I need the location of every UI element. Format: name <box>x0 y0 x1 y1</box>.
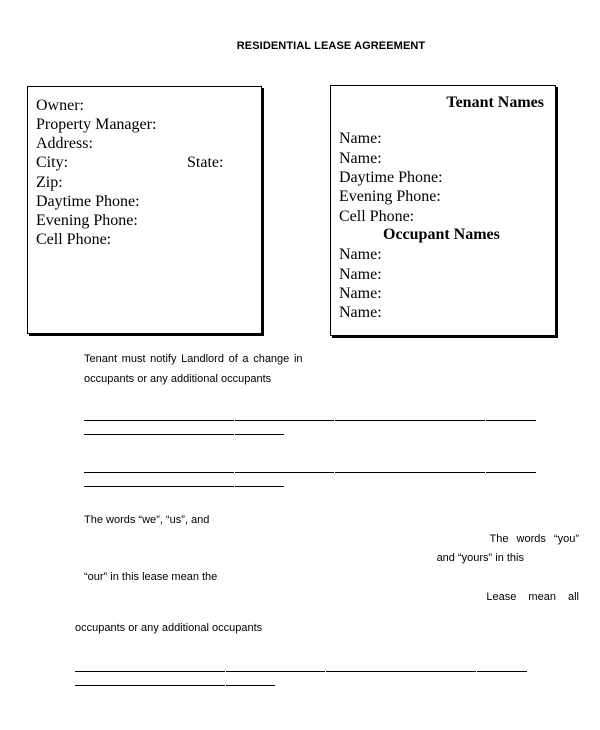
blank-line <box>84 420 234 421</box>
blank-line <box>226 671 325 672</box>
blank-line <box>226 685 275 686</box>
owner-label: Owner: <box>36 97 84 114</box>
blank-line <box>326 671 476 672</box>
address-label: Address: <box>36 135 93 152</box>
tenant-name-label-2: Name: <box>339 150 382 167</box>
and-yours-text: and “yours” in this <box>436 552 524 564</box>
words-we-us-text: The words “we”, “us”, and <box>84 514 210 526</box>
occupant-names-heading: Occupant Names <box>383 226 500 243</box>
occupant-name-label-2: Name: <box>339 266 382 283</box>
owner-info-box <box>27 86 262 334</box>
notify-text-line-1: Tenant must notify Landlord of a change in <box>84 353 303 365</box>
blank-line <box>486 472 536 473</box>
blank-line <box>477 671 527 672</box>
tenant-names-heading: Tenant Names <box>446 94 544 111</box>
blank-line <box>235 486 284 487</box>
our-lease-text: “our” in this lease mean the <box>84 571 218 583</box>
blank-line <box>335 420 485 421</box>
occupant-name-label-1: Name: <box>339 246 382 263</box>
blank-line <box>75 671 225 672</box>
zip-label: Zip: <box>36 174 63 191</box>
property-manager-label: Property Manager: <box>36 116 157 133</box>
blank-line <box>84 472 234 473</box>
city-label: City: <box>36 154 69 171</box>
tenant-evening-phone-label: Evening Phone: <box>339 188 441 205</box>
tenant-name-label-1: Name: <box>339 130 382 147</box>
owner-daytime-phone-label: Daytime Phone: <box>36 193 140 210</box>
lease-mean-all-text: Lease mean all <box>486 591 579 603</box>
tenant-daytime-phone-label: Daytime Phone: <box>339 169 443 186</box>
words-you-text: The words “you” <box>489 533 579 545</box>
blank-line <box>235 472 334 473</box>
state-label: State: <box>187 154 224 171</box>
blank-line <box>75 685 225 686</box>
occupants-additional-text: occupants or any additional occupants <box>75 622 263 634</box>
notify-text-line-2: occupants or any additional occupants <box>84 373 272 385</box>
tenant-cell-phone-label: Cell Phone: <box>339 208 415 225</box>
occupant-name-label-3: Name: <box>339 285 382 302</box>
blank-line <box>335 472 485 473</box>
blank-line <box>235 420 334 421</box>
blank-line <box>84 486 234 487</box>
document-title: RESIDENTIAL LEASE AGREEMENT <box>236 40 426 52</box>
occupant-name-label-4: Name: <box>339 304 382 321</box>
blank-line <box>84 434 234 435</box>
owner-evening-phone-label: Evening Phone: <box>36 212 138 229</box>
tenant-info-box <box>330 85 556 336</box>
blank-line <box>486 420 536 421</box>
blank-line <box>235 434 284 435</box>
owner-cell-phone-label: Cell Phone: <box>36 231 112 248</box>
